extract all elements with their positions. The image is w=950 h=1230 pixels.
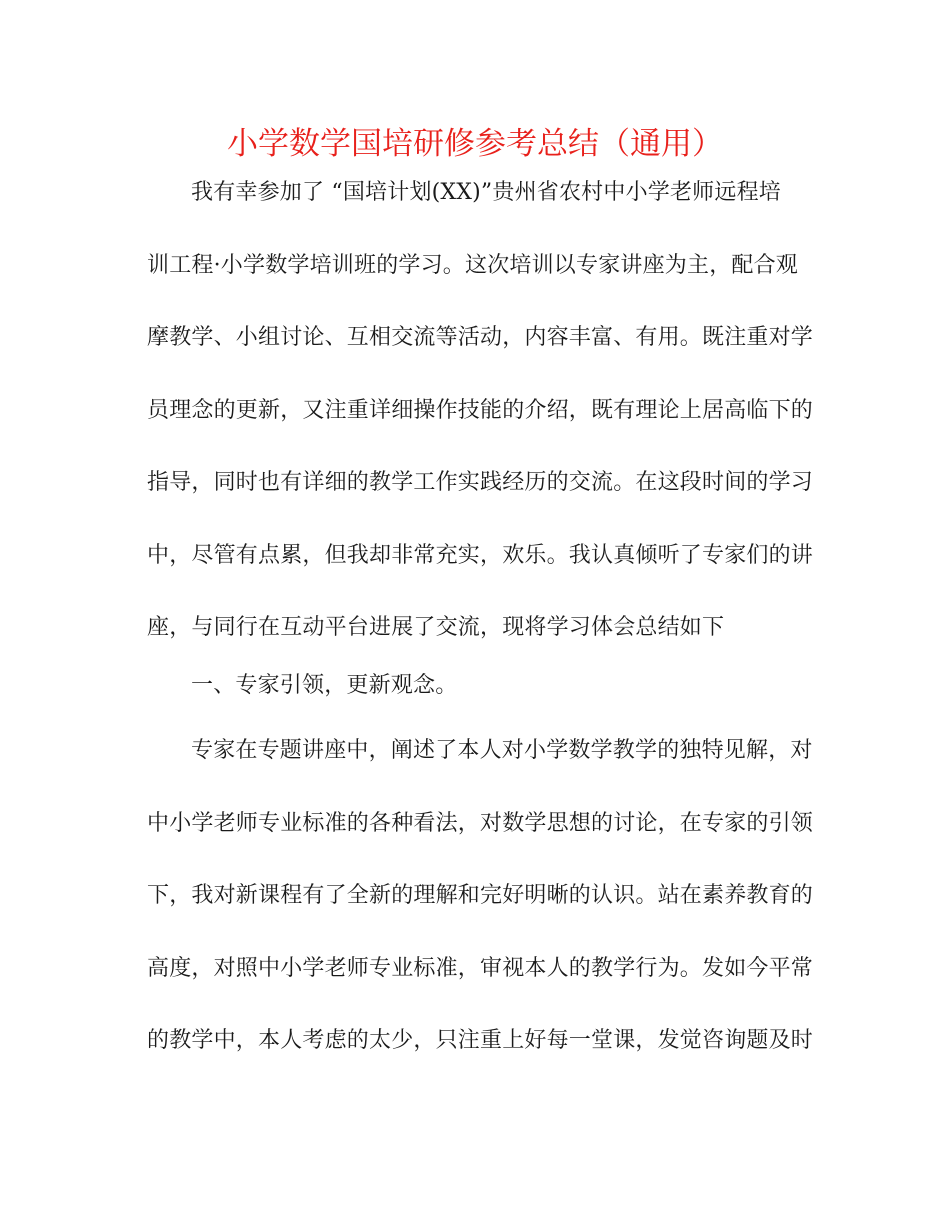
paragraph-line: 摩教学、小组讨论、互相交流等活动，内容丰富、有用。既注重对学 [147, 325, 814, 350]
paragraph-line: 训工程·小学数学培训班的学习。这次培训以专家讲座为主，配合观 [147, 253, 798, 278]
paragraph-line: 座，与同行在互动平台进展了交流，现将学习体会总结如下 [147, 615, 725, 640]
paragraph-line: 员理念的更新，又注重详细操作技能的介绍，既有理论上居高临下的 [147, 398, 814, 423]
document-title: 小学数学国培研修参考总结（通用） [227, 126, 723, 162]
paragraph-line: 专家在专题讲座中，阐述了本人对小学数学教学的独特见解，对 [191, 738, 813, 763]
paragraph-line: 的教学中，本人考虑的太少，只注重上好每一堂课，发觉咨询题及时 [147, 1028, 814, 1053]
paragraph-line: 指导，同时也有详细的教学工作实践经历的交流。在这段时间的学习 [147, 470, 814, 495]
paragraph-line: 中小学老师专业标准的各种看法，对数学思想的讨论，在专家的引领 [147, 811, 814, 836]
paragraph-line: 中，尽管有点累，但我却非常充实，欢乐。我认真倾听了专家们的讲 [147, 543, 814, 568]
section-heading: 一、专家引领，更新观念。 [191, 673, 458, 698]
paragraph-line: 高度，对照中小学老师专业标准，审视本人的教学行为。发如今平常 [147, 956, 814, 981]
paragraph-line: 我有幸参加了 “国培计划(XX)”贵州省农村中小学老师远程培 [191, 180, 781, 205]
paragraph-line: 下，我对新课程有了全新的理解和完好明晰的认识。站在素养教育的 [147, 883, 814, 908]
